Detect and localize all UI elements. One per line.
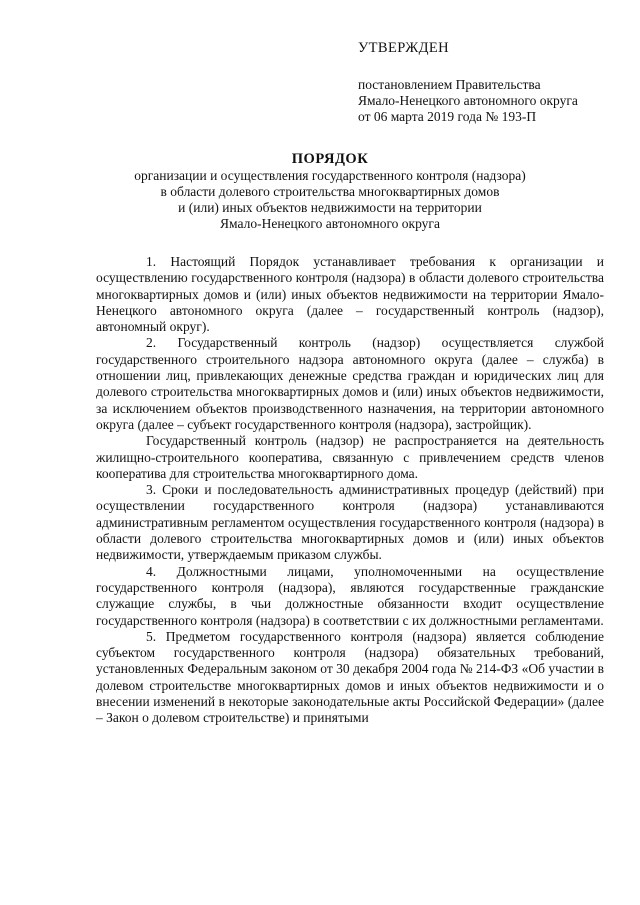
document-body [96, 254, 604, 727]
approval-stamp [358, 40, 618, 125]
approval-line-1: постановлением Правительства [358, 77, 541, 92]
document-title [60, 151, 600, 232]
paragraph-4: 4. Должностными лицами, уполномоченными на осуществление государственного контроля (надзора), являются государственные гражданские служащие службы, в чьи должностные обязанности входит осуществление государственного контроля (надзора) в соответствии с их должностными регламентами. [96, 563, 604, 628]
approved-label: УТВЕРЖДЕН [358, 40, 450, 56]
title-line-2: в области долевого строительства многоквартирных домов [160, 184, 500, 199]
approval-line-2: Ямало-Ненецкого автономного округа [358, 93, 578, 108]
approval-line-3: от 06 марта 2019 года № 193-П [358, 109, 537, 124]
title-line-3: и (или) иных объектов недвижимости на территории [178, 200, 482, 215]
title-heading: ПОРЯДОК [291, 151, 369, 167]
paragraph-2: 2. Государственный контроль (надзор) осуществляется службой государственного строительного надзора автономного округа (далее – служба) в отношении лиц, привлекающих денежные средства граждан и юридических лиц для долевого строительства многоквартирных домов и (или) иных объектов недвижимости, за исключением объектов производственного назначения, на территории автономного округа (далее – субъект государственного контроля (надзора), застройщик). [96, 335, 604, 432]
paragraph-3: 3. Сроки и последовательность административных процедур (действий) при осуществлении государственного контроля (надзора) устанавливаются административным регламентом осуществления государственного контроля (надзора) в области долевого строительства многоквартирных домов и (или) иных объектов недвижимости, утверждаемым приказом службы. [96, 482, 604, 563]
paragraph-1: 1. Настоящий Порядок устанавливает требования к организации и осуществлению государственного контроля (надзора) в области долевого строительства многоквартирных домов и (или) иных объектов недвижимости на территории Ямало-Ненецкого автономного округа (далее – государственный контроль (надзор), автономный округ). [96, 254, 604, 335]
title-line-1: организации и осуществления государственного контроля (надзора) [134, 168, 526, 183]
paragraph-2-continuation: Государственный контроль (надзор) не распространяется на деятельность жилищно-строительного кооператива, связанную с привлечением средств членов кооператива для строительства многоквартирного дома. [96, 433, 604, 481]
title-line-4: Ямало-Ненецкого автономного округа [220, 216, 440, 231]
paragraph-5: 5. Предметом государственного контроля (надзора) является соблюдение субъектом государственного контроля (надзора) обязательных требований, установленных Федеральным законом от 30 декабря 2004 года № 214-ФЗ «Об участии в долевом строительстве многоквартирных домов и иных объектов недвижимости и о внесении изменений в некоторые законодательные акты Российской Федерации» (далее – Закон о долевом строительстве) и принятыми [96, 628, 604, 726]
